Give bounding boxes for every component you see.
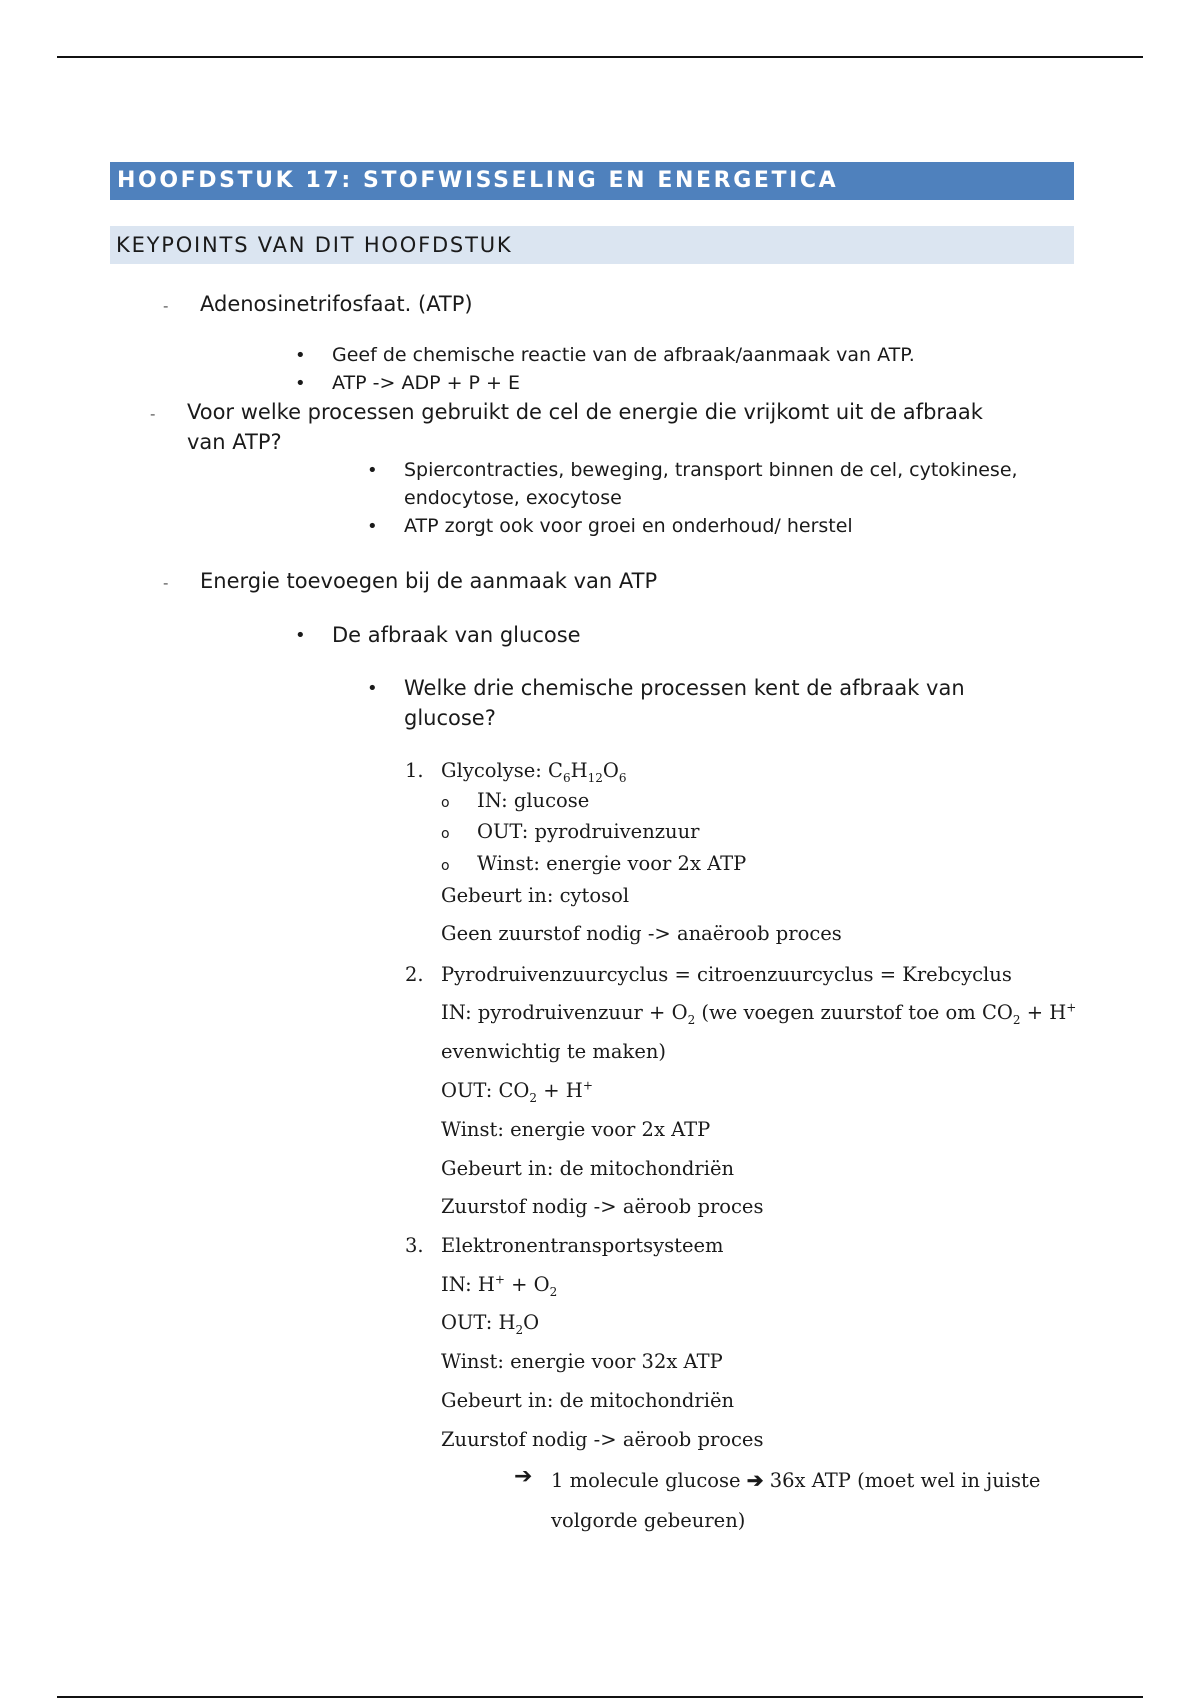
right-arrow-icon: ➔ bbox=[746, 1468, 764, 1492]
section1-title: Adenosinetrifosfaat. (ATP) bbox=[200, 292, 473, 316]
bullet-marker: • bbox=[367, 678, 378, 699]
bullet-marker: • bbox=[295, 625, 306, 646]
process1-in: IN: glucose bbox=[477, 789, 590, 812]
process1-number: 1. bbox=[405, 759, 424, 782]
circle-marker: o bbox=[441, 858, 450, 874]
process3-in: IN: $H^+ + O_2$ bbox=[441, 1272, 558, 1299]
process3-location: Gebeurt in: de mitochondriën bbox=[441, 1389, 735, 1412]
process3-number: 3. bbox=[405, 1234, 424, 1257]
bottom-rule bbox=[57, 1696, 1143, 1698]
right-arrow-icon: ➔ bbox=[514, 1464, 533, 1489]
section3-title: Energie toevoegen bij de aanmaak van ATP bbox=[200, 569, 658, 593]
conclusion-line1: 1 molecule glucose ➔ 36x ATP (moet wel in juiste bbox=[551, 1468, 1041, 1492]
process2-in: IN: pyrodruivenzuur + $O_2$ (we voegen zuurstof toe om $CO_2 + H^+$ bbox=[441, 1000, 1077, 1027]
process2-title: Pyrodruivenzuurcyclus = citroenzuurcyclus = Krebcyclus bbox=[441, 963, 1012, 986]
section2-title-line2: van ATP? bbox=[187, 430, 282, 454]
bullet-marker: • bbox=[295, 345, 306, 366]
section2-bullet1-line1: Spiercontracties, beweging, transport binnen de cel, cytokinese, bbox=[404, 459, 1018, 481]
process2-gain: Winst: energie voor 2x ATP bbox=[441, 1118, 711, 1141]
section2-bullet1-line2: endocytose, exocytose bbox=[404, 487, 622, 509]
bullet-marker: • bbox=[295, 373, 306, 394]
circle-marker: o bbox=[441, 795, 450, 811]
section3-question-line2: glucose? bbox=[404, 706, 496, 730]
process2-in-line2: evenwichtig te maken) bbox=[441, 1040, 667, 1063]
process1-title: Glycolyse: $C_6H_{12}O_6$ bbox=[441, 759, 627, 785]
section1-bullet-2: ATP -> ADP + P + E bbox=[332, 372, 520, 394]
process2-number: 2. bbox=[405, 963, 424, 986]
conclusion-line2: volgorde gebeuren) bbox=[551, 1509, 746, 1532]
section1-bullet-1: Geef de chemische reactie van de afbraak/aanmaak van ATP. bbox=[332, 344, 915, 366]
process3-gain: Winst: energie voor 32x ATP bbox=[441, 1350, 723, 1373]
section3-question-line1: Welke drie chemische processen kent de afbraak van bbox=[404, 676, 965, 700]
process3-title: Elektronentransportsysteem bbox=[441, 1234, 724, 1257]
chapter-heading: HOOFDSTUK 17: STOFWISSELING EN ENERGETICA bbox=[110, 162, 1074, 200]
section3-sub-bullet: De afbraak van glucose bbox=[332, 623, 581, 647]
top-rule bbox=[57, 56, 1143, 58]
process2-location: Gebeurt in: de mitochondriën bbox=[441, 1157, 735, 1180]
dash-marker: - bbox=[150, 405, 156, 423]
dash-marker: - bbox=[163, 574, 169, 592]
process1-out: OUT: pyrodruivenzuur bbox=[477, 820, 700, 843]
section2-bullet2: ATP zorgt ook voor groei en onderhoud/ herstel bbox=[404, 515, 853, 537]
process1-location: Gebeurt in: cytosol bbox=[441, 884, 630, 907]
section2-title-line1: Voor welke processen gebruikt de cel de energie die vrijkomt uit de afbraak bbox=[187, 400, 983, 424]
process2-oxygen: Zuurstof nodig -> aëroob proces bbox=[441, 1195, 764, 1218]
circle-marker: o bbox=[441, 826, 450, 842]
process1-oxygen: Geen zuurstof nodig -> anaëroob proces bbox=[441, 922, 842, 945]
process2-out: OUT: $CO_2 + H^+$ bbox=[441, 1078, 593, 1105]
keypoints-heading: KEYPOINTS VAN DIT HOOFDSTUK bbox=[110, 226, 1074, 264]
dash-marker: - bbox=[163, 297, 169, 315]
bullet-marker: • bbox=[367, 460, 378, 481]
process3-oxygen: Zuurstof nodig -> aëroob proces bbox=[441, 1428, 764, 1451]
process3-out: OUT: $H_2O$ bbox=[441, 1311, 540, 1337]
bullet-marker: • bbox=[367, 516, 378, 537]
process1-gain: Winst: energie voor 2x ATP bbox=[477, 852, 747, 875]
